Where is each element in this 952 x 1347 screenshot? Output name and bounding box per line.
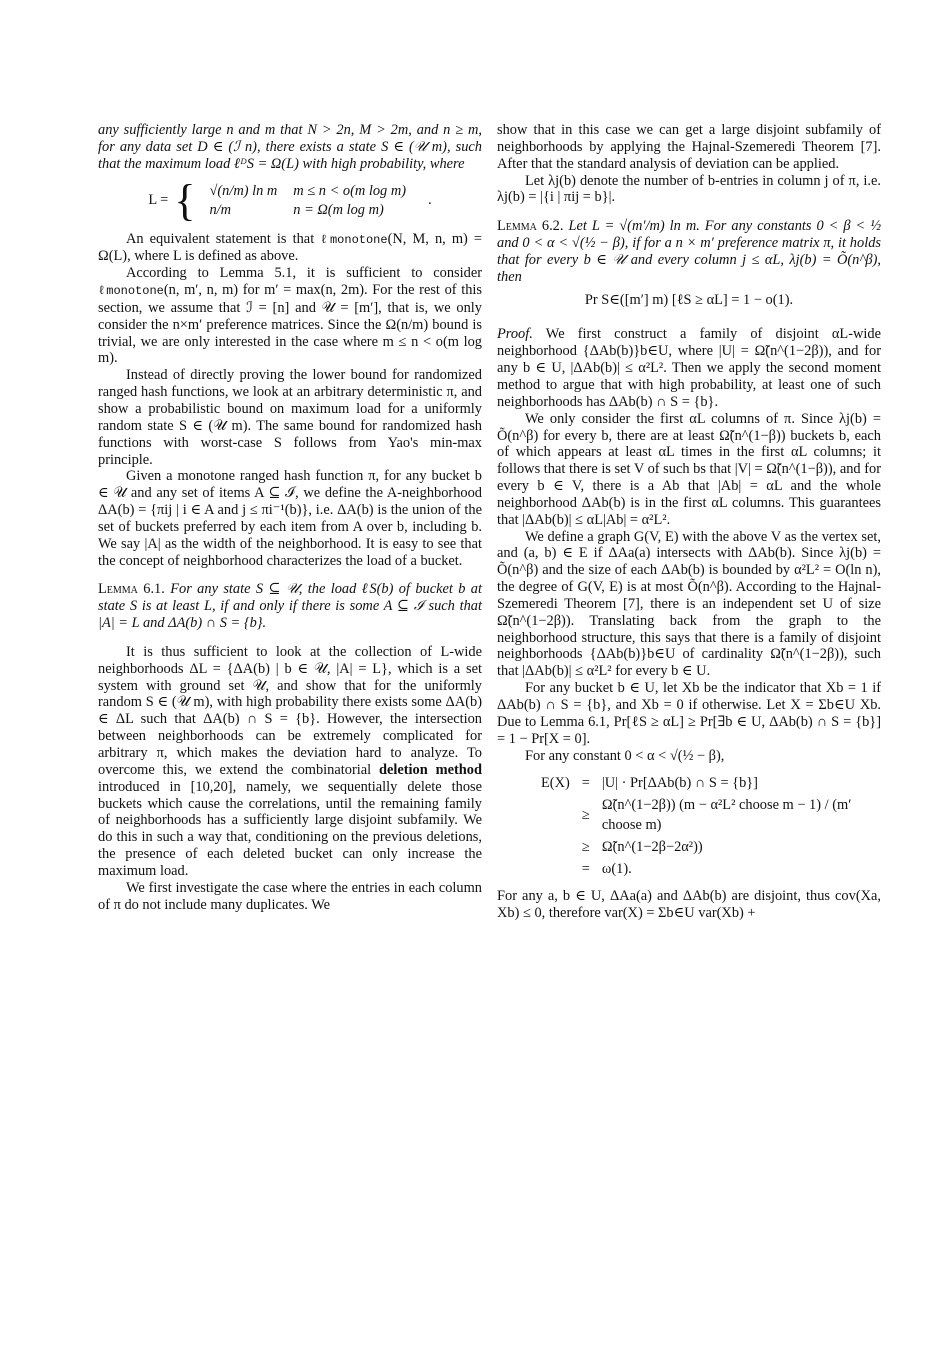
expectation-derivation: [535, 772, 881, 880]
derivation-rhs: Ω̃(n^(1−2β)) (m − α²L² choose m − 1) / (m′ choose m): [601, 797, 852, 834]
cases-period: .: [428, 192, 432, 209]
paragraph-neighborhood: Given a monotone ranged hash function π, for any bucket b ∈ 𝒰 and any set of items A ⊆ ℐ, we define the A-neighborhood ΔA(b) = {πij | i ∈ A and j ≤ πi⁻¹(b)}, i.e. ΔA(b) is the union of the set of buckets preferred by each item from A over b, including b. We say |A| as the width of the neighborhood. It is easy to see that the concept of neighborhood characterizes the load of a bucket.: [98, 468, 482, 569]
proof-label: Proof.: [497, 326, 533, 343]
right-column: [497, 122, 881, 922]
bold-term: deletion method: [378, 761, 482, 778]
derivation-lhs: [535, 794, 576, 836]
paragraph-columns: We only consider the first αL columns of π. Since λj(b) = Õ(n^β) for every b, there are at least Ω̃(n^(1−β)) buckets b, each of which appears at least αL times in the first αL columns; it follows that there is set V of such bs that |V| = Ω̃(n^(1−β)), and for every b ∈ V, there is a Ab that |Ab| = αL and the whole neighborhood ΔAb(b) is in the first αL columns. This guarantees that |ΔAb(b)| ≤ αL|Ab| = α²L².: [497, 410, 881, 528]
lemma-label: Lemma 6.2.: [497, 218, 564, 235]
text-run: (N, M, n, m) = Ω(L), where L is defined as above.: [98, 230, 483, 265]
lemma-6-2: [497, 218, 881, 285]
case-2-condition: n = Ω(m log m): [293, 201, 384, 218]
proof-text: We first construct a family of disjoint αL-wide neighborhood {ΔAb(b)}b∈U, where |U| = Ω̃(n^(1−2β)), and for any b ∈ U, |ΔAb(b)| ≤ α²L². Then we apply the second moment method to argue that with high probability, at least one of such neighborhoods has ΔAb(b) ∩ S = {b}.: [497, 326, 881, 410]
case-1-condition: m ≤ n < o(m log m): [293, 182, 407, 199]
lemma-6-1: [98, 581, 482, 632]
lemma-statement: Let L = √(m′/m) ln m. For any constants 0 < β < ½ and 0 < α < √(½ − β), if for a n × m′ preference matrix π, it holds that for every b ∈ 𝒰 and every column j ≤ αL, λj(b) = Õ(n^β), then: [497, 218, 881, 285]
derivation-lhs: [535, 836, 576, 858]
paragraph-investigate: We first investigate the case where the entries in each column of π do not include many duplicates. We: [98, 879, 482, 913]
derivation-rhs: Ω̃(n^(1−2β−2α²)): [601, 839, 703, 856]
derivation-relation: =: [581, 861, 590, 878]
cases-table: [201, 182, 414, 220]
text-run: According to Lemma 5.1, it is sufficient to consider: [126, 265, 482, 282]
derivation-relation: ≥: [581, 807, 590, 824]
derivation-lhs: [535, 858, 576, 880]
derivation-relation: ≥: [581, 839, 590, 856]
derivation-rhs: ω(1).: [601, 861, 632, 878]
monotone-symbol: ℓmonotone: [98, 284, 164, 299]
text-run: An equivalent statement is that: [126, 230, 321, 247]
derivation-lhs: E(X): [541, 775, 570, 792]
proof-paragraph: [497, 326, 881, 410]
paragraph-constant: For any constant 0 < α < √(½ − β),: [525, 747, 725, 764]
derivation-relation: =: [581, 775, 590, 792]
left-column: [98, 122, 482, 913]
derivation-row: [535, 794, 881, 836]
paragraph-lambda: Let λj(b) denote the number of b-entries in column j of π, i.e. λj(b) = |{i | πij = b}|.: [497, 172, 881, 206]
cases-lhs: L =: [148, 192, 169, 209]
text-run: (n, m′, n, m) for m′ = max(n, 2m). For the rest of this section, we assume that ℐ = [n] and 𝒰 = [m′], that is, we only consider the n×m′ preference matrices. Since the Ω(n/m) bound is trivial, we are only interested in the case where m ≤ n < o(m log m).: [98, 282, 482, 367]
case-1-expression: √(n/m) ln m: [209, 182, 278, 199]
derivation-row: [535, 772, 881, 794]
monotone-symbol: ℓmonotone: [320, 232, 388, 247]
case-2-expression: n/m: [209, 201, 232, 218]
paragraph-graph: We define a graph G(V, E) with the above V as the vertex set, and (a, b) ∈ E if ΔAa(a) intersects with ΔAb(b). Since λj(b) = Õ(n^β) and the size of each ΔAb(b) is bounded by α²L² = O(ln n), the degree of G(V, E) is at most Õ(n^β). According to the Hajnal-Szemeredi Theorem [7], there is an independent set U of size Ω̃(n^(1−2β)). Translating back from the graph to the neighborhood structure, this says that there is a family of disjoint neighborhoods {ΔAb(b)}b∈U of cardinality Ω̃(n^(1−2β)), such that |ΔAb(b)| ≤ α²L² for every b ∈ U.: [497, 528, 881, 680]
paragraph-lemma-5-1: [98, 265, 482, 367]
lemma-statement: For any state S ⊆ 𝒰, the load ℓS(b) of bucket b at state S is at least L, if and only if there is some A ⊆ ℐ such that |A| = L and ΔA(b) ∩ S = {b}.: [98, 581, 482, 632]
left-brace-symbol: {: [174, 175, 196, 225]
display-equation-L: [98, 175, 482, 225]
paragraph-covariance: For any a, b ∈ U, ΔAa(a) and ΔAb(b) are disjoint, thus cov(Xa, Xb) ≤ 0, therefore var(X) = Σb∈U var(Xb) +: [497, 888, 881, 922]
paragraph-hajnal: show that in this case we can get a large disjoint subfamily of neighborhoods by applying the Hajnal-Szemeredi Theorem [7]. After that the standard analysis of deviation can be applied.: [497, 122, 881, 172]
derivation-row: [535, 858, 881, 880]
paragraph-equivalent-statement: [98, 231, 482, 266]
text-run: introduced in [10,20], namely, we sequentially delete those buckets which cause the correlations, until the remaining family of neighborhoods has a sufficiently large disjoint subfamily. We do this in such a way that, conditioning on the previous deletions, the presence of each deleted bucket can only increase the maximum load.: [98, 778, 482, 879]
derivation-row: [535, 836, 881, 858]
text-run: It is thus sufficient to look at the collection of L-wide neighborhoods ΔL = {ΔA(b) | b ∈ 𝒰, |A| = L}, which is a set system with ground set 𝒰, and show that for the uniformly random S ∈ (𝒰 m), with high probability there exists some ΔA(b) ∈ ΔL such that ΔA(b) ∩ S = {b}. However, the intersection between neighborhoods can be extremely complicated for arbitrary π, which makes the deviation hard to analyze. To overcome this, we extend the combinatorial: [98, 643, 482, 778]
paragraph-indicator: For any bucket b ∈ U, let Xb be the indicator that Xb = 1 if ΔAb(b) ∩ S = {b}, and Xb = 0 if otherwise. Let X = Σb∈U Xb. Due to Lemma 6.1, Pr[ℓS ≥ αL] ≥ Pr[∃b ∈ U, ΔAb(b) ∩ S = {b}] = 1 − Pr[X = 0].: [497, 680, 881, 747]
lemma-label: Lemma 6.1.: [98, 581, 165, 598]
derivation-rhs: |U| · Pr[ΔAb(b) ∩ S = {b}]: [601, 775, 758, 792]
theorem-continuation: any sufficiently large n and m that N > 2n, M > 2m, and n ≥ m, for any data set D ∈ (ℐ n), there exists a state S ∈ (𝒰 m), such that the maximum load ℓᴰS = Ω(L) with high probability, where: [98, 122, 482, 172]
paragraph-deletion-method: [98, 644, 482, 880]
paragraph-randomized: Instead of directly proving the lower bound for randomized ranged hash functions, we look at an arbitrary deterministic π, and show a probabilistic bound on maximum load for a uniformly random state S ∈ (𝒰 m). The same bound for randomized hash functions with worst-case S follows from Yao's min-max principle.: [98, 367, 482, 468]
lemma-display-equation: Pr S∈([m′] m) [ℓS ≥ αL] = 1 − o(1).: [584, 291, 794, 308]
